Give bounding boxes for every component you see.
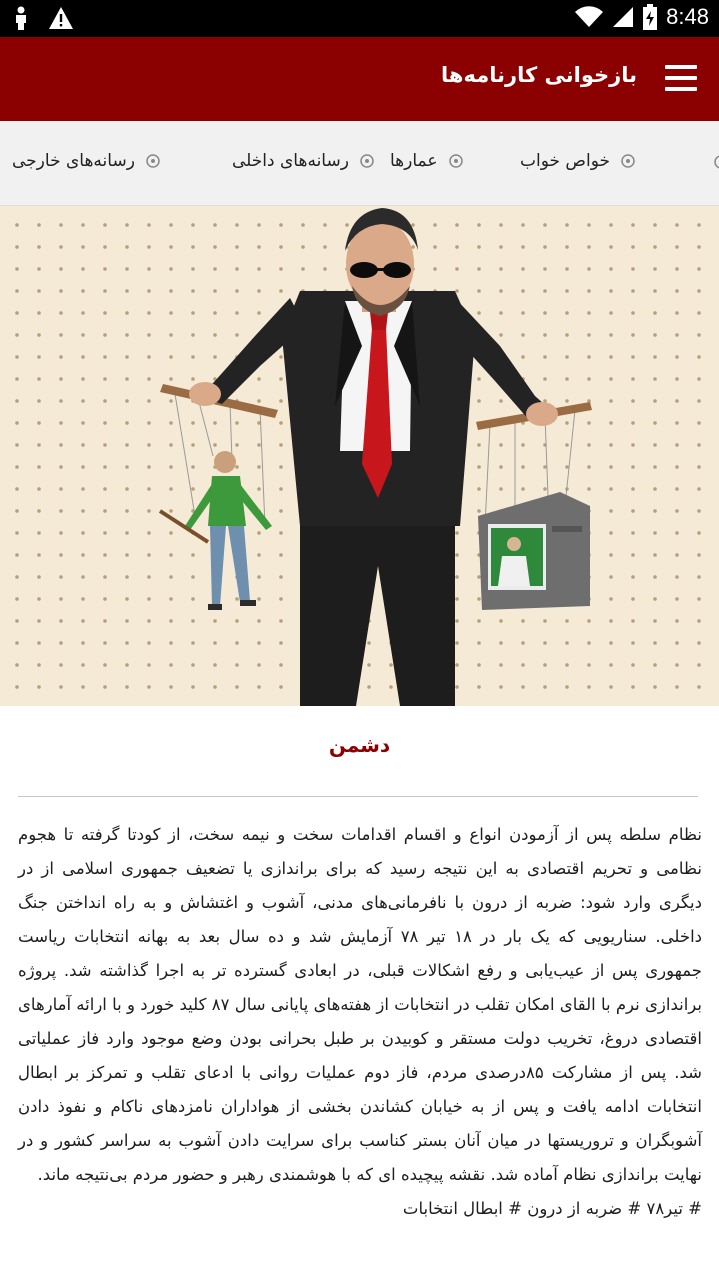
warning-icon <box>48 6 74 30</box>
app-title: بازخوانی کارنامه‌ها <box>441 63 637 87</box>
tab-label: خواص خواب <box>520 151 610 171</box>
hamburger-menu-icon[interactable] <box>665 65 697 91</box>
tab-foreign-media[interactable] <box>12 151 161 171</box>
tab-domestic-media[interactable] <box>232 151 375 171</box>
tab-label: رسانه‌های داخلی <box>232 151 349 171</box>
article-hashtags[interactable]: # تیر۷۸ # ضربه از درون # ابطال انتخابات <box>402 1199 702 1218</box>
article-hero-image <box>0 206 719 706</box>
tab-overflow-icon <box>713 154 719 170</box>
tab-label: رسانه‌های خارجی <box>12 151 135 171</box>
battery-charging-icon <box>642 4 658 30</box>
tab-ammarha[interactable] <box>390 151 464 171</box>
tab-label: عمارها <box>390 151 438 171</box>
article-body-text: نظام سلطه پس از آزمودن انواع و اقسام اقدامات سخت و نیمه سخت، از کودتا گرفته تا هجوم نظامی و تحریم اقتصادی به این نتیجه رسید که برای براندازی یا تضعیف جمهوری اسلامی از در دیگری وارد شود: ضربه از درون با نافرمانی‌های مدنی، آشوب و اغتشاش و به راه انداختن جنگ داخلی. سناریویی که یک بار در ۱۸ تیر ۷۸ آزمایش شد و ده سال بعد به بهانه انتخابات ریاست جمهوری پس از عیب‌یابی و رفع اشکالات قبلی، در ابعادی گسترده تر به اجرا گذاشته شد. پروژه براندازی نرم با القای امکان تقلب در انتخابات از هفته‌های پایانی سال ۸۷ کلید خورد و با ارائه آمارهای اقتصادی دروغ، تخریب دولت مستقر و کوبیدن بر طبل بحرانی بودن وضع موجود وارد فاز عملیاتی شد. پس از مشارکت ۸۵درصدی مردم، فاز دوم عملیات روانی با ادعای تقلب و تمرکز بر ابطال انتخابات ادامه یافت و پس از به خیابان کشاندن بخشی از هواداران نامزدهای ناکام و نفوذ دادن آشوبگران و تروریستها در میان آنان بستر کناسب برای سرایت دادن آشوب به سراسر کشور و در نهایت براندازی نظام آماده شد. نقشه پیچیده ای که با هوشمندی رهبر و حضور مردم بی‌نتیجه ماند. <box>18 825 702 1184</box>
category-tabs <box>0 121 719 206</box>
person-icon <box>12 6 30 30</box>
gear-icon <box>448 153 464 169</box>
gear-icon <box>620 153 636 169</box>
tab-khavas-khab[interactable] <box>520 151 636 171</box>
article-body <box>18 818 702 1226</box>
signal-icon <box>612 5 634 29</box>
app-bar <box>0 37 719 121</box>
status-bar <box>0 0 719 37</box>
gear-icon <box>359 153 375 169</box>
article-title: دشمن <box>328 733 391 757</box>
gear-icon <box>145 153 161 169</box>
wifi-icon <box>574 5 604 29</box>
divider <box>18 796 698 797</box>
clock: 8:48 <box>666 4 709 29</box>
